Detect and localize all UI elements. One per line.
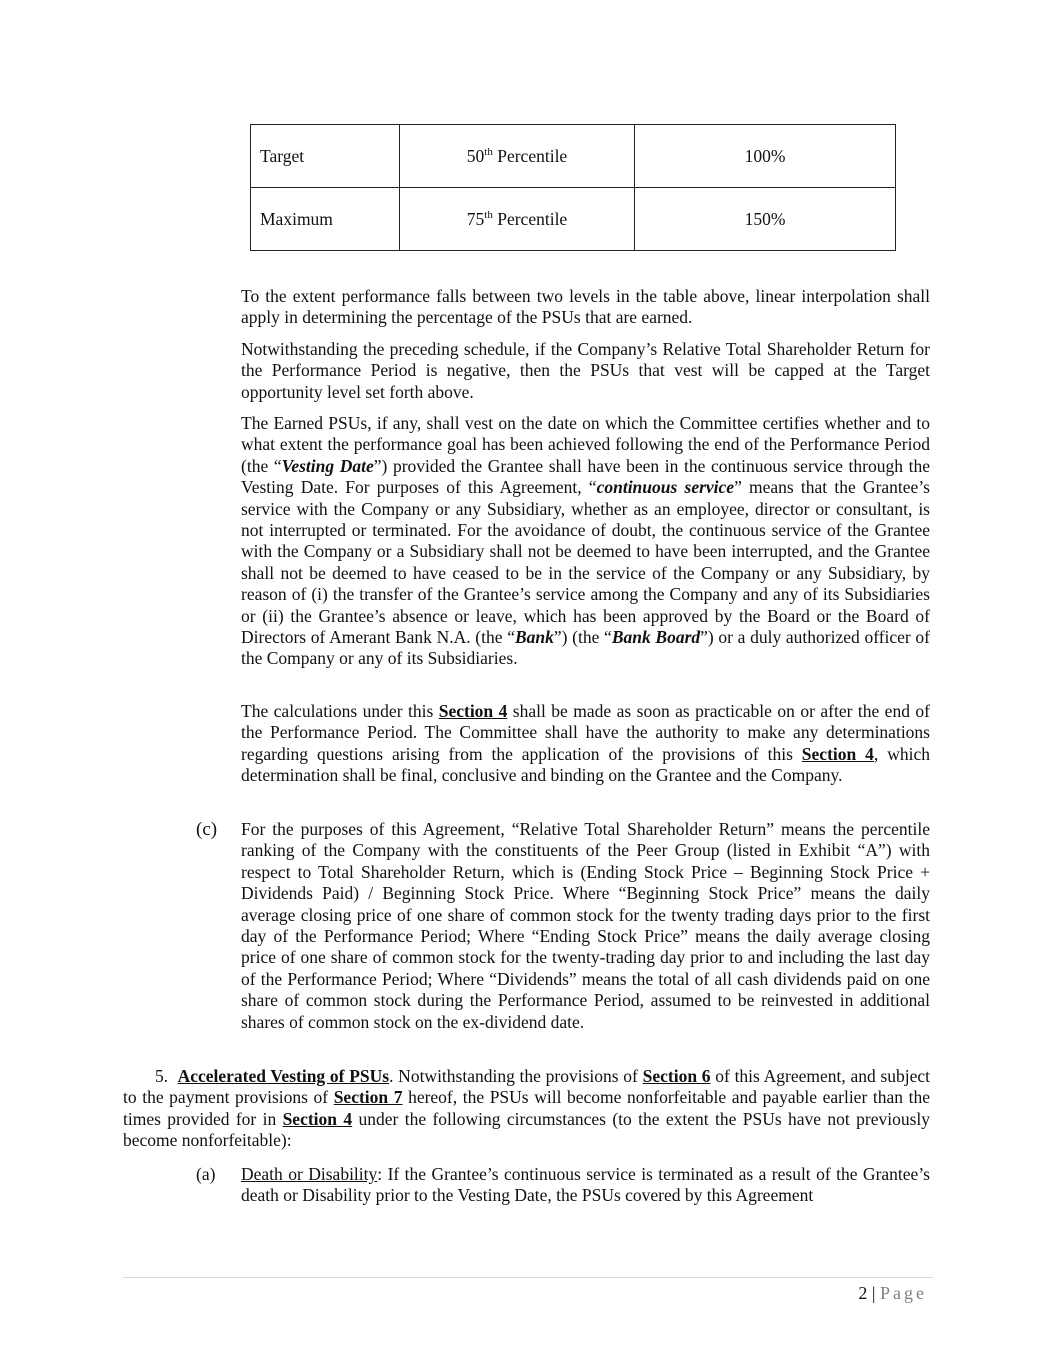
- section-4-reference: Section 4: [438, 701, 508, 721]
- interpolation-paragraph: To the extent performance falls between two levels in the table above, linear interpolation shall apply in determining the percentage of the PSUs that are earned.: [241, 286, 930, 328]
- section-5-number: 5.: [155, 1066, 169, 1086]
- table-row: [251, 125, 896, 188]
- level-cell: Maximum: [251, 188, 400, 251]
- section-5-heading: Accelerated Vesting of PSUs: [177, 1066, 390, 1086]
- bank-board-term: Bank Board: [611, 627, 701, 648]
- page-footer: 2 | Page: [858, 1283, 927, 1303]
- payout-cell: 100%: [635, 125, 896, 188]
- earned-psus-paragraph: The Earned PSUs, if any, shall vest on the date on which the Committee certifies whether and to what extent the performance goal has been achieved following the end of the Performance Period (the “Vesting Date”) provided the Grantee shall have been in the continuous service through the Vesting Date. For purposes of this Agreement, “continuous service” means that the Grantee’s service with the Company or any Subsidiary, whether as an employee, director or consultant, is not interrupted or terminated. For the avoidance of doubt, the continuous service of the Grantee with the Company or a Subsidiary shall not be deemed to have been interrupted, and the Grantee shall not be deemed to have ceased to be in the service of the Company or any Subsidiary, by reason of (i) the transfer of the Grantee’s service among the Company and any of its Subsidiaries or (ii) the Grantee’s absence or leave, which has been approved by the Board or the Board of Directors of Amerant Bank N.A. (the “Bank”) (the “Bank Board”) or a duly authorized officer of the Company or any of its Subsidiaries.: [241, 413, 931, 669]
- calculations-paragraph: The calculations under this Section 4 shall be made as soon as practicable on or after the end of the Performance Period. The Committee shall have the authority to make any determinations regarding questions arising from the application of the provisions of this Section 4, which determination shall be final, conclusive and binding on the Grantee and the Company.: [241, 701, 930, 786]
- negative-return-paragraph: Notwithstanding the preceding schedule, if the Company’s Relative Total Shareholder Return for the Performance Period is negative, then the PSUs that vest will be capped at the Target opportunity level set forth above.: [241, 339, 930, 402]
- section-5-paragraph: 5. Accelerated Vesting of PSUs. Notwithstanding the provisions of Section 6 of this Agreement, and subject to the payment provisions of Section 7 hereof, the PSUs will become nonforfeitable and payable earlier than the times provided for in Section 4 under the following circumstances (to the extent the PSUs have not previously become nonforfeitable):: [123, 1066, 931, 1151]
- payout-cell: 150%: [635, 188, 896, 251]
- table-row: [251, 188, 896, 251]
- section-4-reference: Section 4: [282, 1108, 353, 1129]
- level-cell: Target: [251, 125, 400, 188]
- clause-c-label: (c): [196, 819, 218, 840]
- page-label: Page: [880, 1283, 927, 1303]
- death-disability-heading: Death or Disability: [241, 1164, 378, 1184]
- bank-term: Bank: [514, 627, 554, 648]
- continuous-service-term: continuous service: [596, 477, 735, 498]
- performance-levels-table: [250, 124, 896, 251]
- clause-a-paragraph: Death or Disability: If the Grantee’s continuous service is terminated as a result of the Grantee’s death or Disability prior to the Vesting Date, the PSUs covered by this Agreement: [241, 1164, 930, 1206]
- percentile-cell: 50th Percentile: [400, 125, 635, 188]
- section-4-reference: Section 4: [801, 743, 874, 764]
- section-7-reference: Section 7: [333, 1087, 403, 1108]
- footer-divider: [123, 1277, 933, 1278]
- vesting-date-term: Vesting Date: [281, 455, 374, 476]
- percentile-cell: 75th Percentile: [400, 188, 635, 251]
- clause-c-paragraph: For the purposes of this Agreement, “Relative Total Shareholder Return” means the percentile ranking of the Company with the constituents of the Peer Group (listed in Exhibit “A”) with respect to Total Shareholder Return, which is (Ending Stock Price – Beginning Stock Price + Dividends Paid) / Beginning Stock Price. Where “Beginning Stock Price” means the daily average closing price of one share of common stock for the twenty trading days prior to the first day of the Performance Period; Where “Ending Stock Price” means the daily average closing price of one share of common stock for the twenty-trading day prior to and including the last day of the Performance Period; Where “Dividends” means the total of all cash dividends paid on one share of common stock during the Performance Period, assumed to be reinvested in additional shares of common stock on the ex-dividend date.: [241, 819, 930, 1032]
- page-number: 2: [858, 1283, 868, 1303]
- clause-a-label: (a): [196, 1164, 216, 1184]
- section-6-reference: Section 6: [642, 1066, 711, 1086]
